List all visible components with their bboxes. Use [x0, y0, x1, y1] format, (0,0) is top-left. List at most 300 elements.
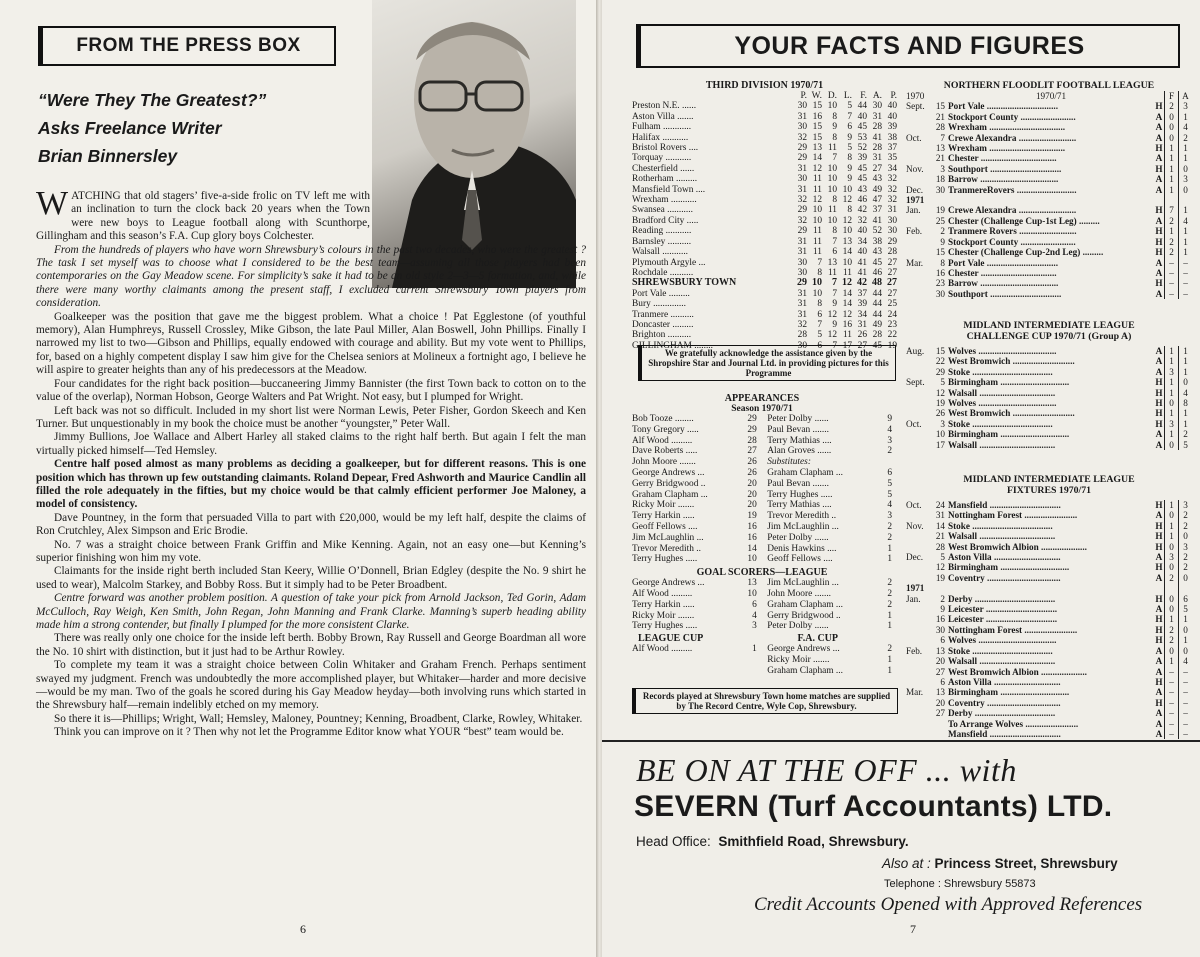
league-value: 34 — [857, 309, 867, 320]
league-value: 44 — [872, 288, 882, 299]
fixture-month — [906, 289, 928, 299]
fixture-row — [906, 112, 1192, 122]
fixture-month — [906, 542, 928, 552]
league-header-col: A. — [872, 91, 882, 101]
league-value: 37 — [872, 205, 882, 216]
fixture-month — [906, 614, 928, 624]
fixture-against: 3 — [1178, 174, 1192, 184]
facts-banner — [636, 24, 1180, 68]
fixture-date: 7 — [940, 132, 945, 143]
fixture-venue: A — [1155, 552, 1163, 563]
league-value: 7 — [817, 257, 822, 268]
fixture-date — [928, 729, 948, 739]
fixture-row — [906, 604, 1192, 614]
fixture-for: 0 — [1164, 594, 1178, 604]
fixture-date: 20 — [935, 656, 945, 667]
article-paragraph: There was really only one choice for the inside left berth. Bobby Brown, Ray Russell and George Boardman all wore the No. 10 shirt with distinction, but it just had to be Arthur Rowley. — [36, 632, 586, 658]
fixture-venue: A — [1155, 184, 1163, 195]
league-value: 27 — [887, 277, 897, 289]
league-value: 17 — [842, 340, 852, 351]
fixture-against: 4 — [1178, 216, 1192, 226]
fixture-against: 3 — [1178, 101, 1192, 111]
fixture-opponent: Birmingham .............................. — [948, 562, 1070, 573]
fixture-against: – — [1178, 729, 1192, 739]
substitute-row-name: Jim McLaughlin ... — [767, 521, 839, 532]
fixture-row — [906, 195, 1192, 205]
fixture-opponent: Southport ............................... — [948, 288, 1062, 299]
league-row — [632, 289, 897, 299]
fixture-date: 25 — [935, 215, 945, 226]
substitute-row-name: Terry Mathias .... — [767, 500, 832, 511]
fixture-opponent: TranmereRovers .......................... — [948, 184, 1077, 195]
fixture-row — [906, 729, 1192, 739]
league-value: 29 — [797, 226, 807, 237]
fixture-date: 16 — [935, 614, 945, 625]
fixture-date: 17 — [935, 439, 945, 450]
fixture-row — [906, 185, 1192, 195]
fa-cup-row — [767, 644, 892, 655]
fixture-row — [906, 625, 1192, 635]
fixture-month — [906, 278, 928, 288]
scorers-right — [767, 578, 892, 632]
appearance-row — [632, 490, 757, 501]
fixture-venue: H — [1155, 562, 1163, 573]
fixture-month — [906, 708, 928, 718]
fixture-against: 2 — [1178, 552, 1192, 562]
fixture-row — [906, 216, 1192, 226]
fixture-for: 0 — [1164, 122, 1178, 132]
section-title: FROM THE PRESS BOX — [76, 35, 301, 56]
fixture-row — [906, 237, 1192, 247]
league-value: 8 — [847, 205, 852, 216]
scorer-row — [767, 578, 892, 589]
fixture-venue: H — [1155, 163, 1163, 174]
league-team: Chesterfield ...... — [632, 163, 695, 174]
league-row — [632, 143, 897, 153]
league-value: 31 — [797, 288, 807, 299]
fixture-month — [906, 429, 928, 439]
league-value: 25 — [887, 299, 897, 310]
fixture-opponent: Mansfield ............................... — [948, 728, 1061, 739]
fixture-row — [906, 687, 1192, 697]
fixture-opponent — [948, 195, 1154, 205]
league-value: 42 — [857, 277, 867, 289]
fixture-venue: A — [1155, 366, 1163, 377]
fixture-row — [906, 594, 1192, 604]
fixture-for — [1164, 195, 1178, 205]
fa-cup-row-value: 1 — [887, 665, 892, 676]
fixture-opponent: Wrexham ................................. — [948, 122, 1066, 133]
fixture-opponent: Stockport County ........................ — [948, 111, 1076, 122]
fixture-month — [906, 268, 928, 278]
league-value: 8 — [832, 132, 837, 143]
league-team: GILLINGHAM ........ — [632, 340, 713, 351]
fixture-against — [1178, 583, 1192, 593]
fixture-venue: H — [1155, 635, 1163, 646]
scorer-row — [632, 578, 757, 589]
appearance-row-name: George Andrews ... — [632, 467, 705, 478]
appearance-row — [632, 522, 757, 533]
fixture-month — [906, 153, 928, 163]
mil-cup-title: MIDLAND INTERMEDIATE LEAGUE — [963, 320, 1135, 331]
fixture-against: 0 — [1178, 164, 1192, 174]
league-value: 44 — [857, 101, 867, 112]
fixture-date: 19 — [935, 572, 945, 583]
mil-cup — [906, 320, 1192, 450]
fixture-for: – — [1164, 698, 1178, 708]
appearance-row — [632, 544, 757, 555]
league-value: 38 — [887, 132, 897, 143]
league-team: Bristol Rovers .... — [632, 143, 699, 154]
fixture-date: 19 — [935, 205, 945, 216]
article-headline — [38, 86, 368, 170]
league-row — [632, 112, 897, 122]
appearance-row — [632, 533, 757, 544]
press-box-banner — [38, 26, 336, 66]
league-value: 27 — [872, 163, 882, 174]
fixture-for: 0 — [1164, 440, 1178, 450]
fixture-venue — [1154, 583, 1164, 593]
league-value: 42 — [857, 205, 867, 216]
league-value: 8 — [832, 226, 837, 237]
fixture-for: 2 — [1164, 625, 1178, 635]
fixture-opponent: Tranmere Rovers ......................... — [948, 226, 1077, 237]
fixture-against: 0 — [1178, 531, 1192, 541]
fixture-against: – — [1178, 698, 1192, 708]
fixture-opponent: West Bromwich ........................... — [948, 356, 1075, 367]
fixture-for: 0 — [1164, 398, 1178, 408]
league-team: Port Vale ......... — [632, 288, 690, 299]
league-value: 7 — [832, 153, 837, 164]
fixture-row — [906, 500, 1192, 510]
league-team: Wrexham ........... — [632, 195, 697, 206]
fixture-venue: A — [1155, 708, 1163, 719]
league-value: 45 — [857, 163, 867, 174]
appearance-row-value: 20 — [747, 500, 757, 511]
fixture-for: 1 — [1164, 174, 1178, 184]
league-value: 14 — [842, 299, 852, 310]
league-value: 52 — [872, 226, 882, 237]
fixture-month — [906, 356, 928, 366]
fixture-venue: H — [1155, 593, 1163, 604]
scorer-row-value: 4 — [752, 610, 757, 621]
league-value: 11 — [812, 236, 822, 247]
league-value: 27 — [887, 288, 897, 299]
fixture-month — [906, 729, 928, 739]
league-value: 31 — [797, 247, 807, 258]
fixture-venue: A — [1155, 666, 1163, 677]
substitute-row — [767, 522, 892, 533]
league-value: 48 — [872, 277, 882, 289]
fixture-opponent: Stoke ................................... — [948, 418, 1053, 429]
league-value: 31 — [797, 236, 807, 247]
fixture-row — [906, 583, 1192, 593]
fixture-row — [906, 174, 1192, 184]
fixture-against: 0 — [1178, 646, 1192, 656]
article-paragraph: Four candidates for the right back position—buccaneering Jimmy Bannister (the first Town back to cotton on to the value of the overlap), Norman Hobson, George Walters and Pat Wright. Not easy, but I plumped for Wright. — [36, 377, 586, 404]
fixture-against: 1 — [1178, 205, 1192, 215]
league-value: 16 — [812, 111, 822, 122]
league-value: 31 — [797, 184, 807, 195]
appearance-row-value: 14 — [747, 543, 757, 554]
appearance-row-value: 16 — [747, 532, 757, 543]
fixture-month: Feb. — [906, 645, 923, 656]
appearances-right — [767, 414, 892, 565]
league-value: 46 — [857, 195, 867, 206]
fixture-row — [906, 719, 1192, 729]
fixture-against — [1178, 195, 1192, 205]
fixture-date: 14 — [935, 520, 945, 531]
fixture-opponent: Wolves .................................. — [948, 346, 1057, 356]
appearance-row-name: Gerry Bridgwood .. — [632, 478, 706, 489]
league-value: 30 — [797, 257, 807, 268]
fixture-against: – — [1178, 278, 1192, 288]
fixture-against: 1 — [1178, 635, 1192, 645]
league-row — [632, 320, 897, 330]
fixture-against: – — [1178, 687, 1192, 697]
league-value: 9 — [832, 319, 837, 330]
league-value: 9 — [847, 132, 852, 143]
fixture-venue: A — [1155, 510, 1163, 521]
fixture-month — [906, 677, 928, 687]
scorer-row — [632, 621, 757, 632]
appearance-row — [632, 446, 757, 457]
fixture-against: 1 — [1178, 356, 1192, 366]
fixture-month: Oct. — [906, 500, 922, 510]
scorer-row-value: 6 — [752, 599, 757, 610]
league-value: 11 — [842, 330, 852, 341]
fixture-opponent: Leicester ............................... — [948, 614, 1058, 625]
fixture-against: – — [1178, 719, 1192, 729]
league-value: 8 — [817, 299, 822, 310]
league-value: 31 — [857, 319, 867, 330]
fixture-row — [906, 542, 1192, 552]
league-team: Brighton .......... — [632, 330, 692, 341]
fixture-venue: A — [1155, 439, 1163, 450]
article-paragraph: To complete my team it was a straight choice between Colin Whitaker and Graham French. Perhaps sentiment swayed my judgment. French was undoubtedly the more accomplished player, but Whitaker—harder and more decisive—would be my man. Two of the goals he scored during his Gay Meadow heyday—both involving runs which started in the Shrewsbury half—remain indelibly etched on my memory. — [36, 659, 586, 712]
fixture-for: 3 — [1164, 552, 1178, 562]
league-value: 31 — [872, 153, 882, 164]
substitute-row — [767, 544, 892, 555]
headline-line-1: “Were They The Greatest?” — [38, 90, 267, 110]
fixture-opponent: West Bromwich Albion .................... — [948, 541, 1087, 552]
fixture-against: 3 — [1178, 542, 1192, 552]
fixture-row — [906, 289, 1192, 299]
fixture-month: Nov. — [906, 520, 924, 531]
league-value: 40 — [887, 111, 897, 122]
league-row — [632, 310, 897, 320]
league-row — [632, 164, 897, 174]
fixture-for: 3 — [1164, 419, 1178, 429]
league-value: 32 — [797, 319, 807, 330]
appearance-row-value: 2 — [887, 446, 892, 457]
appearance-row-value: 16 — [747, 521, 757, 532]
fixture-row — [906, 656, 1192, 666]
fixture-for: 1 — [1164, 346, 1178, 356]
substitute-row-name: Peter Dolby ...... — [767, 532, 829, 543]
fixture-date: 3 — [940, 418, 945, 429]
league-value: 10 — [827, 215, 837, 226]
fixture-opponent: Mansfield ............................... — [948, 500, 1061, 510]
appearance-row-value: 9 — [887, 414, 892, 424]
league-value: 11 — [827, 267, 837, 278]
fixture-month — [906, 719, 928, 729]
fixture-for: – — [1164, 729, 1178, 739]
league-value: 7 — [832, 340, 837, 351]
fixture-for: 2 — [1164, 573, 1178, 583]
league-value: 31 — [797, 309, 807, 320]
league-value: 49 — [872, 319, 882, 330]
fixture-against: – — [1178, 677, 1192, 687]
fixture-month: Nov. — [906, 163, 924, 174]
fixture-against: 0 — [1178, 377, 1192, 387]
fixture-against: 1 — [1178, 346, 1192, 356]
substitute-row — [767, 490, 892, 501]
fixture-date: 3 — [940, 163, 945, 174]
fixture-against: 8 — [1178, 398, 1192, 408]
league-value: 29 — [797, 153, 807, 164]
fixture-venue: H — [1155, 226, 1163, 237]
fixture-month: Jan. — [906, 205, 921, 216]
fixture-venue: A — [1155, 215, 1163, 226]
fixture-month — [906, 625, 928, 635]
fixture-for: 2 — [1164, 247, 1178, 257]
fa-cup-row-name: Graham Clapham ... — [767, 665, 843, 676]
fixture-venue: A — [1155, 728, 1163, 739]
league-row — [632, 216, 897, 226]
fixture-opponent: Crewe Alexandra ......................... — [948, 132, 1077, 143]
headline-line-2: Asks Freelance Writer — [38, 118, 222, 138]
league-value: 45 — [872, 340, 882, 351]
appearance-row-name: Alan Groves ...... — [767, 446, 832, 457]
league-team: Mansfield Town .... — [632, 184, 706, 195]
substitute-row-name: Terry Hughes ..... — [767, 489, 833, 500]
fixture-venue: H — [1155, 398, 1163, 409]
substitute-row-value: 4 — [887, 500, 892, 511]
fixture-venue: A — [1155, 645, 1163, 656]
appearance-row — [632, 500, 757, 511]
fixture-for: 2 — [1164, 216, 1178, 226]
fixture-opponent: Stoke ................................... — [948, 366, 1053, 377]
fixture-opponent: Southport ............................... — [948, 163, 1062, 174]
scorer-row-value: 1 — [887, 610, 892, 621]
acknowledgement-box: We gratefully acknowledge the assistance given by the Shropshire Star and Journal Ltd. in providing pictures for this Programme — [638, 345, 896, 381]
fixture-venue: A — [1155, 572, 1163, 583]
fixture-date: 23 — [935, 278, 945, 289]
fixture-opponent: Leicester ............................... — [948, 604, 1058, 615]
league-value: 11 — [812, 247, 822, 258]
advert-credit: Credit Accounts Opened with Approved References — [754, 894, 1143, 915]
fixture-venue: H — [1155, 614, 1163, 625]
fixture-month — [906, 667, 928, 677]
league-team: Aston Villa ....... — [632, 111, 694, 122]
fixture-venue: H — [1155, 624, 1163, 635]
fa-cup-scorers — [767, 644, 892, 676]
fixture-against: 1 — [1178, 408, 1192, 418]
fixture-date: 24 — [935, 500, 945, 510]
fixture-opponent: Aston Villa ............................. — [948, 676, 1061, 687]
fixture-venue: H — [1155, 236, 1163, 247]
fixture-venue: H — [1155, 205, 1163, 216]
league-value: 43 — [857, 184, 867, 195]
league-value: 9 — [847, 163, 852, 174]
league-header-row — [632, 91, 897, 101]
league-value: 31 — [797, 163, 807, 174]
fixture-date: 26 — [935, 408, 945, 419]
fixture-against: – — [1178, 667, 1192, 677]
league-row — [632, 122, 897, 132]
fixture-date: 8 — [940, 257, 945, 268]
fa-cup-row-value: 1 — [887, 654, 892, 665]
fixture-date: 6 — [940, 676, 945, 687]
fixture-row — [906, 133, 1192, 143]
league-value: 40 — [887, 101, 897, 112]
section-title: YOUR FACTS AND FIGURES — [734, 31, 1085, 60]
fixture-month: Dec. — [906, 552, 924, 563]
league-value: 5 — [847, 143, 852, 154]
fixture-against: – — [1178, 268, 1192, 278]
advert-telephone: Telephone : Shrewsbury 55873 — [884, 878, 1036, 890]
fixture-date: 5 — [940, 377, 945, 388]
league-value: 38 — [872, 236, 882, 247]
league-value: 6 — [817, 309, 822, 320]
fixture-venue: A — [1155, 604, 1163, 615]
league-value: 10 — [812, 215, 822, 226]
league-value: 10 — [842, 226, 852, 237]
scorer-row-value: 10 — [747, 588, 757, 599]
league-value: 53 — [857, 132, 867, 143]
article-paragraph: Goalkeeper was the position that gave me the biggest problem. What a choice ! Pat Egglestone (of youthful memory), Alan Humphreys, Russell Crossley, Mike Gibson, the late Paul Miller, Alan Boswell, John Phillips. Finally I narrowed my list to two—Gibson and Phillips, equally endowed with courage and ability. But my vote went to Phillips, for, based on a highly competent display I saw him give for the Chelsea seniors at Molineux a fortnight ago, I believe he will aspire to greater heights than any of his predecessors at the Meadow. — [36, 310, 586, 377]
fixture-venue: H — [1155, 697, 1163, 708]
substitute-row-value: 6 — [887, 467, 892, 478]
fixture-month: Sept. — [906, 377, 925, 388]
appearance-row-name: Alf Wood ......... — [632, 435, 693, 446]
league-value: 14 — [842, 247, 852, 258]
fixture-for: – — [1164, 667, 1178, 677]
league-team: Doncaster ......... — [632, 319, 694, 330]
fixture-venue: H — [1155, 377, 1163, 388]
league-team: Plymouth Argyle ... — [632, 257, 706, 268]
fixture-date: 15 — [935, 101, 945, 112]
league-value: 41 — [872, 215, 882, 226]
fixture-for: 1 — [1164, 408, 1178, 418]
appearance-row — [632, 479, 757, 490]
fixture-date: 10 — [935, 429, 945, 440]
fixture-row — [906, 101, 1192, 111]
substitute-row-value: 3 — [887, 511, 892, 522]
appearance-row — [632, 436, 757, 447]
appearances-left — [632, 414, 757, 565]
league-value: 29 — [797, 205, 807, 216]
appearance-row-value: 10 — [747, 554, 757, 565]
appearances-season: Season 1970/71 — [731, 404, 793, 414]
league-value: 40 — [857, 226, 867, 237]
league-value: 13 — [812, 143, 822, 154]
fixture-against: 1 — [1178, 226, 1192, 236]
fixture-venue: H — [1155, 520, 1163, 531]
fixture-month — [906, 656, 928, 666]
league-value: 15 — [812, 101, 822, 112]
appearance-row — [632, 457, 757, 468]
article-paragraph: Claimants for the inside right berth included Stan Keery, Willie O’Donnell, Brian Edgley (despite the No. 9 shirt he used to wear), Malcolm Starkey, and Bobby Ross. But it simply had to be Peter Broadbent. — [36, 565, 586, 591]
article-body — [36, 185, 586, 740]
league-value: 6 — [832, 247, 837, 258]
fixture-date: 21 — [935, 111, 945, 122]
league-value: 29 — [797, 143, 807, 154]
scorer-row — [632, 600, 757, 611]
fixture-row — [906, 247, 1192, 257]
fixture-for: – — [1164, 677, 1178, 687]
